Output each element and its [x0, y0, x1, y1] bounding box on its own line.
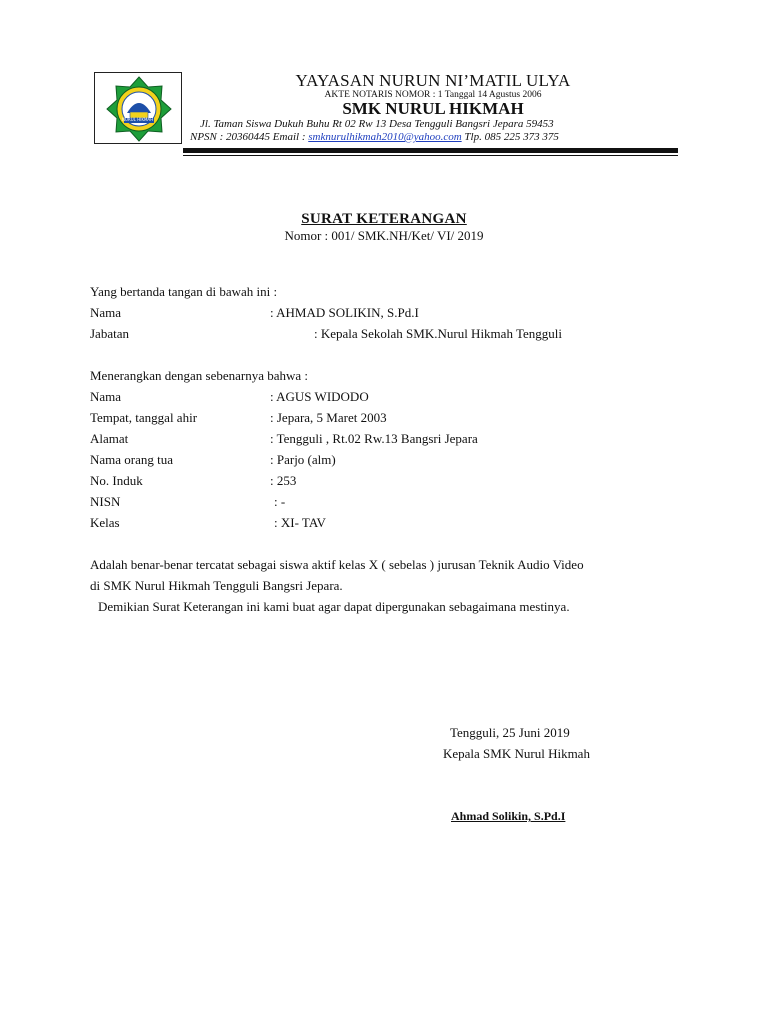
logo-caption: NURUL HIKMAH — [122, 117, 154, 122]
phone-text: Tlp. 085 225 373 375 — [461, 131, 559, 143]
npsn-text: NPSN : 20360445 Email : — [190, 131, 309, 143]
akte-notaris: AKTE NOTARIS NOMOR : 1 Tanggal 14 Agustus 2006 — [324, 90, 542, 100]
closing-statement: Demikian Surat Keterangan ini kami buat agar dapat dipergunakan sebagaimana mestinya. — [98, 599, 570, 614]
signer-position-value: : Kepala Sekolah SMK.Nurul Hikmah Tengguli — [314, 326, 562, 341]
student-induk-label: No. Induk — [90, 473, 143, 488]
letterhead-divider-thin — [183, 155, 678, 156]
school-logo-emblem-icon — [95, 73, 183, 145]
student-intro: Menerangkan dengan sebenarnya bahwa : — [90, 368, 309, 383]
student-name-label: Nama — [90, 389, 122, 404]
student-birth-value: : Jepara, 5 Maret 2003 — [270, 410, 387, 425]
student-induk-value: : 253 — [270, 473, 297, 488]
school-address: Jl. Taman Siswa Dukuh Buhu Rt 02 Rw 13 Desa Tengguli Bangsri Jepara 59453 — [200, 118, 554, 130]
signer-intro: Yang bertanda tangan di bawah ini : — [90, 284, 278, 299]
document-number: Nomor : 001/ SMK.NH/Ket/ VI/ 2019 — [284, 228, 484, 243]
signer-name-value: : AHMAD SOLIKIN, S.Pd.I — [270, 305, 419, 320]
school-name: SMK NURUL HIKMAH — [342, 99, 524, 118]
student-nisn-label: NISN — [90, 494, 121, 509]
student-class-label: Kelas — [90, 515, 120, 530]
student-parent-value: : Parjo (alm) — [270, 452, 336, 467]
document-title: SURAT KETERANGAN — [301, 211, 467, 227]
signer-name-label: Nama — [90, 305, 122, 320]
signature-name: Ahmad Solikin, S.Pd.I — [451, 809, 566, 823]
student-nisn-value: : - — [274, 494, 286, 509]
student-parent-label: Nama orang tua — [90, 452, 174, 467]
student-address-value: : Tengguli , Rt.02 Rw.13 Bangsri Jepara — [270, 431, 478, 446]
signer-position-label: Jabatan — [90, 326, 129, 341]
school-logo — [94, 72, 182, 144]
letterhead-divider-thick — [183, 148, 678, 153]
student-birth-label: Tempat, tanggal ahir — [90, 410, 198, 425]
statement-line-2: di SMK Nurul Hikmah Tengguli Bangsri Jepara. — [90, 578, 343, 593]
student-class-value: : XI- TAV — [274, 515, 326, 530]
signature-position: Kepala SMK Nurul Hikmah — [443, 746, 590, 761]
signature-place-date: Tengguli, 25 Juni 2019 — [450, 725, 570, 740]
student-name-value: : AGUS WIDODO — [270, 389, 369, 404]
email-link[interactable]: smknurulhikmah2010@yahoo.com — [308, 131, 462, 143]
statement-line-1: Adalah benar-benar tercatat sebagai siswa aktif kelas X ( sebelas ) jurusan Teknik Audio Video — [90, 557, 584, 572]
school-contact — [190, 131, 559, 143]
student-address-label: Alamat — [90, 431, 129, 446]
foundation-name: YAYASAN NURUN NI’MATIL ULYA — [295, 71, 571, 90]
